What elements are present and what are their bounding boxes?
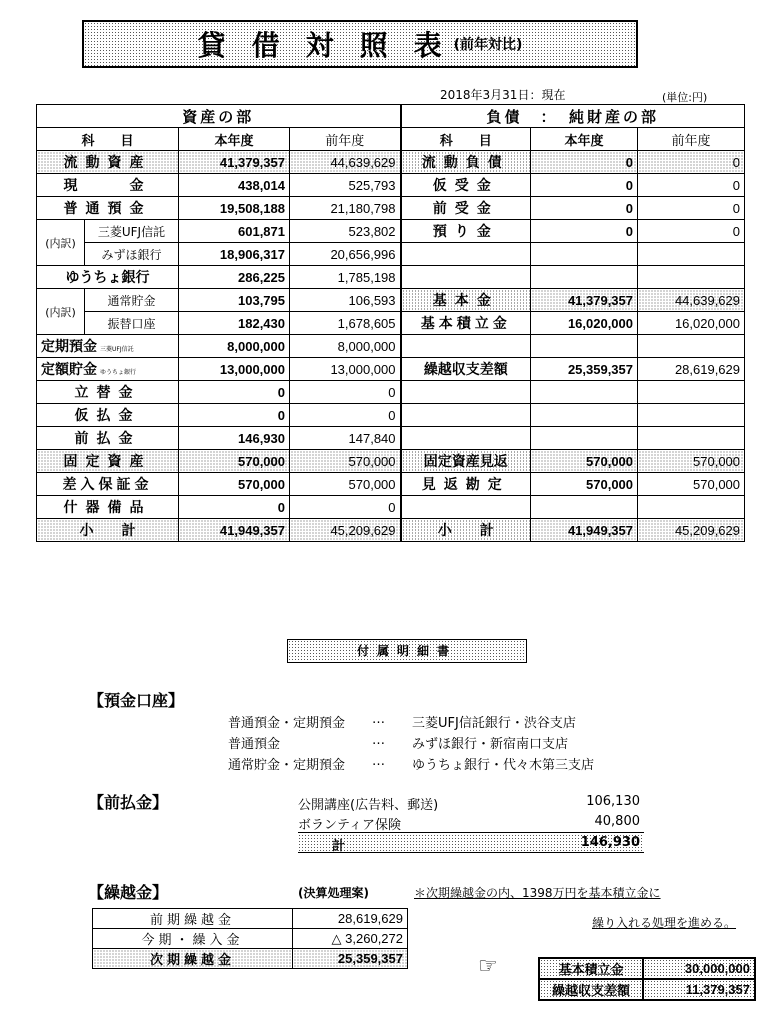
cell-current: 0 <box>531 151 638 174</box>
row-label: 固定資産 <box>37 450 179 473</box>
row-label: 立替金 <box>37 381 179 404</box>
cell-current: 570,000 <box>531 450 638 473</box>
breakdown-label: (内訳) <box>37 289 85 335</box>
empty-cell <box>401 496 531 519</box>
empty-cell <box>638 496 745 519</box>
row-label-tag: ゆうちょ銀行 <box>100 369 137 376</box>
empty-cell <box>401 381 531 404</box>
cell-previous: 16,020,000 <box>638 312 745 335</box>
liabilities-section-header: 負債 ： 純財産の部 <box>401 105 745 128</box>
col-header-previous: 前年度 <box>290 128 401 151</box>
deposit-account-type: 通常貯金・定期預金 <box>228 758 346 773</box>
document-title <box>82 20 638 68</box>
cell-previous: 0 <box>290 404 401 427</box>
cell-current: 146,930 <box>179 427 290 450</box>
row-label: 前払金 <box>37 427 179 450</box>
row-label: ゆうちょ銀行 <box>37 266 179 289</box>
subtotal-current: 41,949,357 <box>179 519 290 542</box>
title-sub: (前年対比) <box>453 37 523 53</box>
breakdown-label: (内訳) <box>37 220 85 266</box>
row-label: 基本金 <box>401 289 531 312</box>
deposit-bank: 三菱UFJ信託銀行・渋谷支店 <box>412 716 576 731</box>
balance-sheet-table <box>36 104 745 542</box>
cell-current: 41,379,357 <box>531 289 638 312</box>
carryover-amount: △ 3,260,272 <box>293 929 408 949</box>
cell-previous: 0 <box>290 381 401 404</box>
cell-current: 0 <box>179 404 290 427</box>
note-line-2: 繰り入れる処理を進める。 <box>592 916 737 930</box>
empty-cell <box>401 266 531 289</box>
cell-current: 13,000,000 <box>179 358 290 381</box>
ellipsis: … <box>372 733 385 748</box>
row-label: 前受金 <box>401 197 531 220</box>
subtotal-label: 小 計 <box>401 519 531 542</box>
empty-cell <box>531 427 638 450</box>
cell-current: 0 <box>531 174 638 197</box>
row-sublabel: みずほ銀行 <box>85 243 179 266</box>
row-label: 固定資産見返 <box>401 450 531 473</box>
carryover-amount: 28,619,629 <box>293 909 408 929</box>
deposit-account-type: 普通預金・定期預金 <box>228 716 346 731</box>
cell-current: 438,014 <box>179 174 290 197</box>
cell-current: 0 <box>531 220 638 243</box>
cell-previous: 1,785,198 <box>290 266 401 289</box>
empty-cell <box>401 427 531 450</box>
cell-previous: 523,802 <box>290 220 401 243</box>
cell-current: 0 <box>179 381 290 404</box>
col-header-previous: 前年度 <box>638 128 745 151</box>
col-header-item: 科 目 <box>37 128 179 151</box>
cell-previous: 0 <box>638 197 745 220</box>
carryover-table <box>92 908 408 969</box>
row-label: 基本積立金 <box>401 312 531 335</box>
row-label <box>37 335 179 358</box>
cell-previous: 0 <box>638 220 745 243</box>
empty-cell <box>638 381 745 404</box>
title-main: 貸借対照表 <box>197 29 468 62</box>
prepaid-item: 公開講座(広告料、郵送) <box>298 798 439 813</box>
empty-cell <box>638 404 745 427</box>
empty-cell <box>401 335 531 358</box>
cell-current: 25,359,357 <box>531 358 638 381</box>
prepaid-divider <box>298 832 644 833</box>
empty-cell <box>531 243 638 266</box>
empty-cell <box>531 266 638 289</box>
empty-cell <box>531 381 638 404</box>
cell-current: 103,795 <box>179 289 290 312</box>
prepaid-total-row <box>298 834 644 853</box>
ellipsis: … <box>372 754 385 769</box>
row-label: 見返勘定 <box>401 473 531 496</box>
prepaid-total: 146,930 <box>580 835 640 850</box>
unit-text: (単位:円) <box>662 91 708 104</box>
cell-previous: 0 <box>638 151 745 174</box>
empty-cell <box>531 335 638 358</box>
row-label: 流動資産 <box>37 151 179 174</box>
subtotal-previous: 45,209,629 <box>638 519 745 542</box>
empty-cell <box>401 243 531 266</box>
empty-cell <box>638 335 745 358</box>
ellipsis: … <box>372 712 385 727</box>
empty-cell <box>638 243 745 266</box>
cell-previous: 570,000 <box>290 450 401 473</box>
summary-label: 繰越収支差額 <box>539 979 643 1000</box>
deposit-bank: みずほ銀行・新宿南口支店 <box>412 737 569 752</box>
prepaid-amount: 40,800 <box>594 814 640 829</box>
prepaid-amount: 106,130 <box>586 794 640 809</box>
carryover-label: 今期・繰入金 <box>93 929 293 949</box>
row-sublabel: 振替口座 <box>85 312 179 335</box>
cell-current: 41,379,357 <box>179 151 290 174</box>
cell-previous: 0 <box>638 174 745 197</box>
summary-amount: 11,379,357 <box>643 979 755 1000</box>
cell-previous: 44,639,629 <box>290 151 401 174</box>
subtotal-previous: 45,209,629 <box>290 519 401 542</box>
row-label-text: 定額貯金 <box>41 362 97 378</box>
cell-current: 570,000 <box>531 473 638 496</box>
subtotal-current: 41,949,357 <box>531 519 638 542</box>
row-label: 什器備品 <box>37 496 179 519</box>
cell-previous: 20,656,996 <box>290 243 401 266</box>
cell-current: 16,020,000 <box>531 312 638 335</box>
col-header-current: 本年度 <box>179 128 290 151</box>
summary-amount: 30,000,000 <box>643 958 755 979</box>
date-text: 2018年3月31日：現在 <box>440 88 566 102</box>
carryover-amount: 25,359,357 <box>293 949 408 969</box>
attached-schedule-title: 付属明細書 <box>287 639 527 663</box>
cell-previous: 0 <box>290 496 401 519</box>
pointing-hand-icon: ☞ <box>478 954 498 979</box>
row-sublabel: 三菱UFJ信託 <box>85 220 179 243</box>
cell-previous: 21,180,798 <box>290 197 401 220</box>
cell-previous: 28,619,629 <box>638 358 745 381</box>
row-label-tag: 三菱UFJ信託 <box>100 346 134 353</box>
row-label <box>37 358 179 381</box>
row-label: 仮受金 <box>401 174 531 197</box>
cell-current: 8,000,000 <box>179 335 290 358</box>
cell-current: 19,508,188 <box>179 197 290 220</box>
empty-cell <box>531 404 638 427</box>
cell-current: 286,225 <box>179 266 290 289</box>
cell-previous: 44,639,629 <box>638 289 745 312</box>
cell-current: 0 <box>531 197 638 220</box>
proposal-label: (決算処理案) <box>298 886 369 900</box>
col-header-item: 科 目 <box>401 128 531 151</box>
carryover-label: 前期繰越金 <box>93 909 293 929</box>
deposit-account-type: 普通預金 <box>228 737 281 752</box>
cell-previous: 13,000,000 <box>290 358 401 381</box>
deposit-bank: ゆうちょ銀行・代々木第三支店 <box>412 758 595 773</box>
carryover-label: 次期繰越金 <box>93 949 293 969</box>
cell-current: 570,000 <box>179 473 290 496</box>
cell-previous: 106,593 <box>290 289 401 312</box>
cell-current: 570,000 <box>179 450 290 473</box>
cell-previous: 8,000,000 <box>290 335 401 358</box>
cell-current: 18,906,317 <box>179 243 290 266</box>
summary-label: 基本積立金 <box>539 958 643 979</box>
row-label: 繰越収支差額 <box>401 358 531 381</box>
cell-previous: 570,000 <box>638 473 745 496</box>
cell-previous: 570,000 <box>638 450 745 473</box>
empty-cell <box>401 404 531 427</box>
cell-current: 0 <box>179 496 290 519</box>
empty-cell <box>638 266 745 289</box>
note-line-1: ＊次期繰越金の内、1398万円を基本積立金に <box>414 886 661 900</box>
row-label-text: 定期預金 <box>41 339 97 355</box>
empty-cell <box>531 496 638 519</box>
cell-current: 601,871 <box>179 220 290 243</box>
row-label: 預り金 <box>401 220 531 243</box>
row-label: 差入保証金 <box>37 473 179 496</box>
row-label: 流動負債 <box>401 151 531 174</box>
prepaid-heading: 【前払金】 <box>88 793 169 812</box>
assets-section-header: 資産の部 <box>37 105 401 128</box>
summary-table <box>538 957 756 1001</box>
row-label: 現 金 <box>37 174 179 197</box>
row-label: 仮払金 <box>37 404 179 427</box>
cell-previous: 525,793 <box>290 174 401 197</box>
cell-previous: 570,000 <box>290 473 401 496</box>
row-sublabel: 通常貯金 <box>85 289 179 312</box>
cell-previous: 1,678,605 <box>290 312 401 335</box>
cell-previous: 147,840 <box>290 427 401 450</box>
carryover-heading: 【繰越金】 <box>88 883 169 902</box>
prepaid-total-label: 計 <box>332 839 346 854</box>
deposit-accounts-heading: 【預金口座】 <box>88 691 185 710</box>
empty-cell <box>638 427 745 450</box>
row-label: 普通預金 <box>37 197 179 220</box>
subtotal-label: 小 計 <box>37 519 179 542</box>
prepaid-item: ボランティア保険 <box>298 818 401 833</box>
col-header-current: 本年度 <box>531 128 638 151</box>
cell-current: 182,430 <box>179 312 290 335</box>
